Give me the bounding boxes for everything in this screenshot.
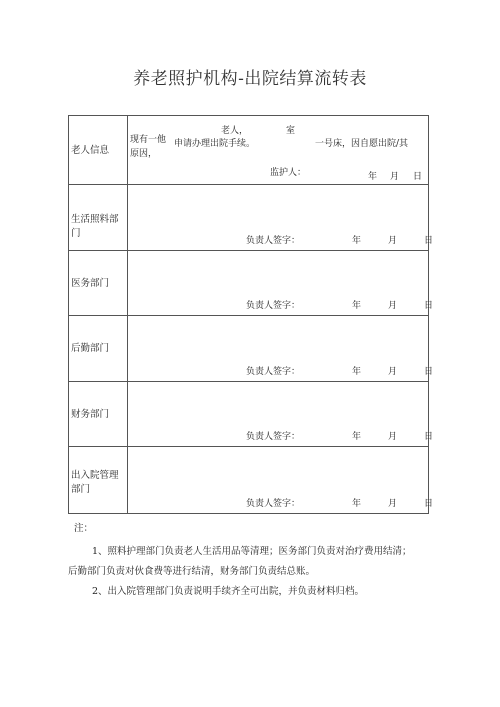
department-row xyxy=(69,316,429,382)
signature-label: 负责人签字： xyxy=(246,367,301,377)
signature-month: 月 xyxy=(388,367,398,377)
signature-month: 月 xyxy=(388,301,398,311)
signature-day: 日 xyxy=(424,301,434,311)
notes-section xyxy=(68,522,429,599)
bed-reason-text: 一号床，因自愿出院/其 xyxy=(315,139,409,149)
department-row xyxy=(69,185,429,251)
signature-day: 日 xyxy=(424,499,434,509)
elder-info-content-cell xyxy=(128,116,429,185)
note-item-1-line-2: 后勤部门负责对伙食费等进行结清，财务部门负责结总账。 xyxy=(68,566,316,577)
note-item-2: 2、出入院管理部门负责说明手续齐全可出院，并负责材料归档。 xyxy=(92,586,365,597)
signature-label: 负责人签字： xyxy=(246,432,301,442)
date-year: 年 xyxy=(368,172,378,182)
date-day: 日 xyxy=(413,172,423,182)
signature-year: 年 xyxy=(352,236,362,246)
department-signature-cell xyxy=(128,316,434,382)
signature-year: 年 xyxy=(352,367,362,377)
signature-day: 日 xyxy=(424,367,434,377)
department-signature-cell xyxy=(128,251,434,316)
notes-heading: 注： xyxy=(74,523,94,534)
elder-info-row xyxy=(69,116,429,185)
elder-info-label-cell xyxy=(69,116,128,185)
department-label-cell xyxy=(69,382,128,447)
elder-name-text: 老人， xyxy=(221,126,249,136)
department-label-cell xyxy=(69,185,128,251)
department-signature-cell xyxy=(128,185,434,251)
department-label: 后勤部门 xyxy=(71,343,110,354)
department-row xyxy=(69,447,429,514)
signature-year: 年 xyxy=(352,301,362,311)
signature-month: 月 xyxy=(388,499,398,509)
apply-text: 申请办理出院手续。 xyxy=(174,139,256,149)
department-label: 医务部门 xyxy=(71,278,110,289)
department-label: 生活照料部门 xyxy=(71,214,119,239)
signature-day: 日 xyxy=(424,236,434,246)
discharge-form-table xyxy=(68,115,434,514)
room-text: 室 xyxy=(286,126,296,136)
department-label: 出入院管理部门 xyxy=(71,470,119,495)
department-label: 财务部门 xyxy=(71,409,110,420)
signature-year: 年 xyxy=(352,432,362,442)
signature-label: 负责人签字： xyxy=(246,301,301,311)
date-month: 月 xyxy=(390,172,400,182)
signature-day: 日 xyxy=(424,432,434,442)
signature-label: 负责人签字： xyxy=(246,236,301,246)
department-signature-cell xyxy=(128,447,434,514)
reason-text: 原因， xyxy=(130,149,158,159)
note-item-1-line-1: 1、照料护理部门负责老人生活用品等清理；医务部门负责对治疗费用结清； xyxy=(92,546,412,557)
department-signature-cell xyxy=(128,382,434,447)
department-label-cell xyxy=(69,316,128,382)
signature-month: 月 xyxy=(388,432,398,442)
elder-info-label: 老人信息 xyxy=(71,145,110,156)
guardian-text: 监护人： xyxy=(270,168,307,178)
signature-year: 年 xyxy=(352,499,362,509)
department-label-cell xyxy=(69,251,128,316)
signature-label: 负责人签字： xyxy=(246,499,301,509)
department-label-cell xyxy=(69,447,128,514)
now-have-text: 现有一他 xyxy=(130,135,167,145)
department-row xyxy=(69,251,429,316)
signature-month: 月 xyxy=(388,236,398,246)
department-row xyxy=(69,382,429,447)
page-title: 养老照护机构-出院结算流转表 xyxy=(133,69,367,89)
